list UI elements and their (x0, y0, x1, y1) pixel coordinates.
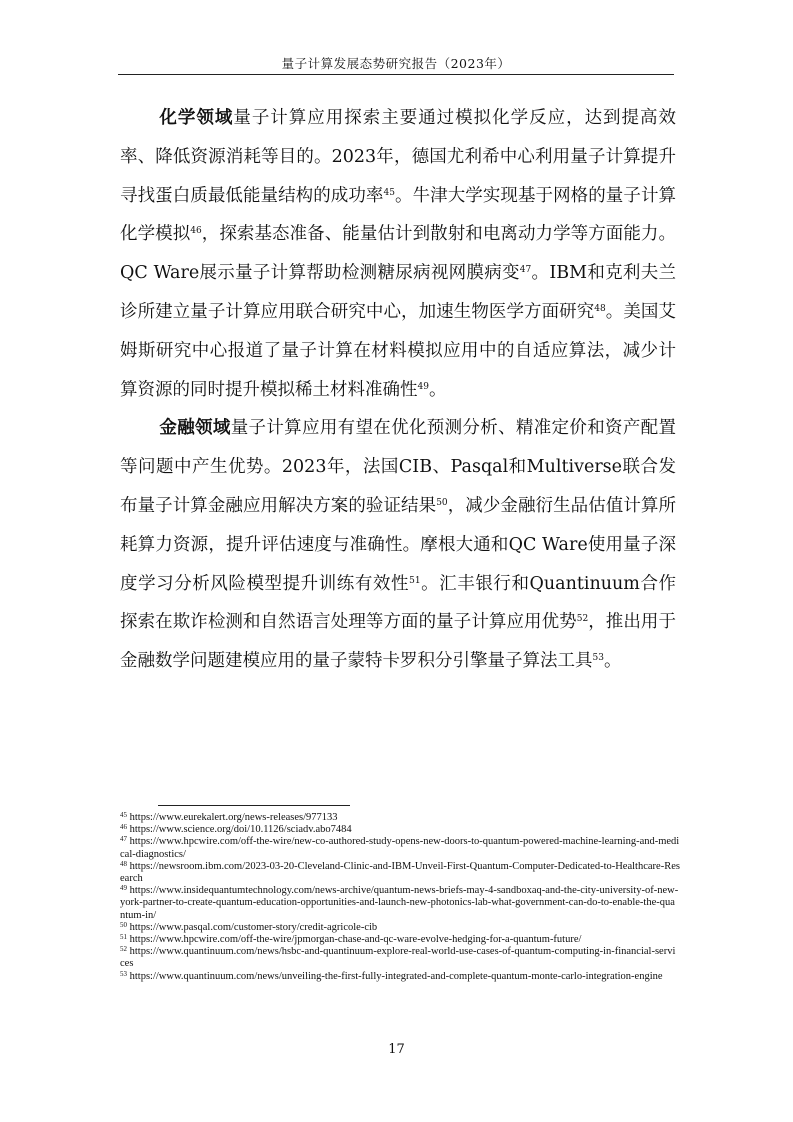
footnote-number: 52 (120, 945, 127, 954)
text-segment: 。IBM和克利夫兰诊所建立量子计算应用联合研究中心，加速生物医学方面研究 (120, 263, 676, 322)
section-lead-finance: 金融领域 (159, 418, 231, 439)
running-header: 量子计算发展态势研究报告（2023年） (281, 56, 511, 71)
footnote-link[interactable]: https://www.insidequantumtechnology.com/news-archive/quantum-news-briefs-may-4-sandboxaq-and-the-city-university-of-new-york-partner-to-create-quantum-education-opportunities-and-launch-new-photonics-lab-what-government-can-do-to-enable-the-quantum-in/ (120, 885, 679, 921)
footnote-link[interactable]: https://www.eurekalert.org/news-releases/977133 (127, 812, 338, 823)
footnote-item (120, 824, 680, 836)
footnote-link[interactable]: https://newsroom.ibm.com/2023-03-20-Cleveland-Clinic-and-IBM-Unveil-First-Quantum-Computer-Dedicated-to-Healthcare-Research (120, 860, 680, 885)
footnote-link[interactable]: https://www.science.org/doi/10.1126/sciadv.abo7484 (127, 824, 352, 836)
footnote-ref[interactable]: 50 (436, 497, 448, 508)
paragraph-finance (120, 409, 676, 681)
footnote-divider (158, 805, 350, 806)
section-lead-chemistry: 化学领域 (159, 108, 234, 128)
footnote-link[interactable]: https://www.pasqal.com/customer-story/credit-agricole-cib (127, 921, 378, 933)
footnote-ref[interactable]: 52 (576, 614, 589, 625)
footnote-link[interactable]: https://www.quantinuum.com/news/hsbc-and-quantinuum-explore-real-world-use-cases-of-quantum-computing-in-financial-services (120, 946, 676, 970)
main-body (120, 99, 676, 681)
footnote-ref[interactable]: 53 (592, 653, 604, 664)
footnote-number: 53 (120, 969, 127, 978)
text-segment: 。 (428, 379, 447, 400)
footnote-link[interactable]: https://www.quantinuum.com/news/unveiling-the-first-fully-integrated-and-complete-quantum-monte-carlo-integration-engine (127, 970, 663, 982)
footnote-ref[interactable]: 49 (417, 381, 429, 392)
text-segment: ，减少金融衍生品估值计算所耗算力资源，提升评估速度与准确性。摩根大通和QC Ware使用量子深度学习分析风险模型提升训练有效性 (120, 495, 676, 594)
text-segment: 。牛津大学实现基于网格的量子计算化学模拟 (120, 185, 677, 245)
header-divider (118, 74, 674, 75)
footnote-item (120, 861, 680, 885)
footnote-ref[interactable]: 47 (519, 265, 532, 276)
footnote-ref[interactable]: 45 (383, 187, 395, 198)
footnote-link[interactable]: https://www.hpcwire.com/off-the-wire/jpmorgan-chase-and-qc-ware-evolve-hedging-for-a-quantum-future/ (127, 934, 582, 946)
footnote-item (120, 836, 680, 860)
footnote-number: 51 (120, 933, 127, 942)
footnote-item (120, 946, 680, 970)
footnote-number: 48 (120, 859, 127, 868)
text-segment: 。 (603, 651, 622, 672)
footnote-link[interactable]: https://www.hpcwire.com/off-the-wire/new-co-authored-study-opens-new-doors-to-quantum-powered-machine-learning-and-medical-diagnostics/ (120, 836, 680, 860)
footnote-number: 47 (120, 835, 127, 844)
text-segment: ，探索基态准备、能量估计到散射和电离动力学等方面能力。QC Ware展示量子计算帮助检测糖尿病视网膜病变 (120, 224, 676, 284)
page-number: 17 (388, 1042, 405, 1057)
footnote-number: 49 (120, 884, 127, 893)
footnote-item (120, 885, 680, 922)
text-segment: 。美国艾姆斯研究中心报道了量子计算在材料模拟应用中的自适应算法，减少计算资源的同时提升模拟稀土材料准确性 (120, 301, 676, 400)
footnote-number: 46 (120, 823, 127, 832)
footnote-item (120, 812, 680, 824)
footnotes (120, 812, 680, 983)
footnote-ref[interactable]: 46 (190, 226, 202, 237)
footnote-item (120, 922, 680, 934)
footnote-ref[interactable]: 48 (594, 303, 606, 314)
text-segment: 量子计算应用探索主要通过模拟化学反应，达到提高效率、降低资源消耗等目的。2023年，德国尤利希中心利用量子计算提升寻找蛋白质最低能量结构的成功率 (120, 108, 677, 206)
footnote-item (120, 934, 680, 946)
footnote-item (120, 971, 680, 983)
text-segment: 量子计算应用有望在优化预测分析、精准定价和资产配置等问题中产生优势。2023年，法国CIB、Pasqal和Multiverse联合发布量子计算金融应用解决方案的验证结果 (120, 418, 677, 516)
footnote-number: 50 (120, 920, 127, 929)
text-segment: ，推出用于金融数学问题建模应用的量子蒙特卡罗积分引擎量子算法工具 (120, 612, 677, 672)
text-segment: 。汇丰银行和Quantinuum合作探索在欺诈检测和自然语言处理等方面的量子计算应用优势 (120, 573, 677, 633)
footnote-number: 45 (120, 811, 127, 819)
paragraph-chemistry (120, 99, 676, 409)
footnote-ref[interactable]: 51 (409, 575, 421, 586)
